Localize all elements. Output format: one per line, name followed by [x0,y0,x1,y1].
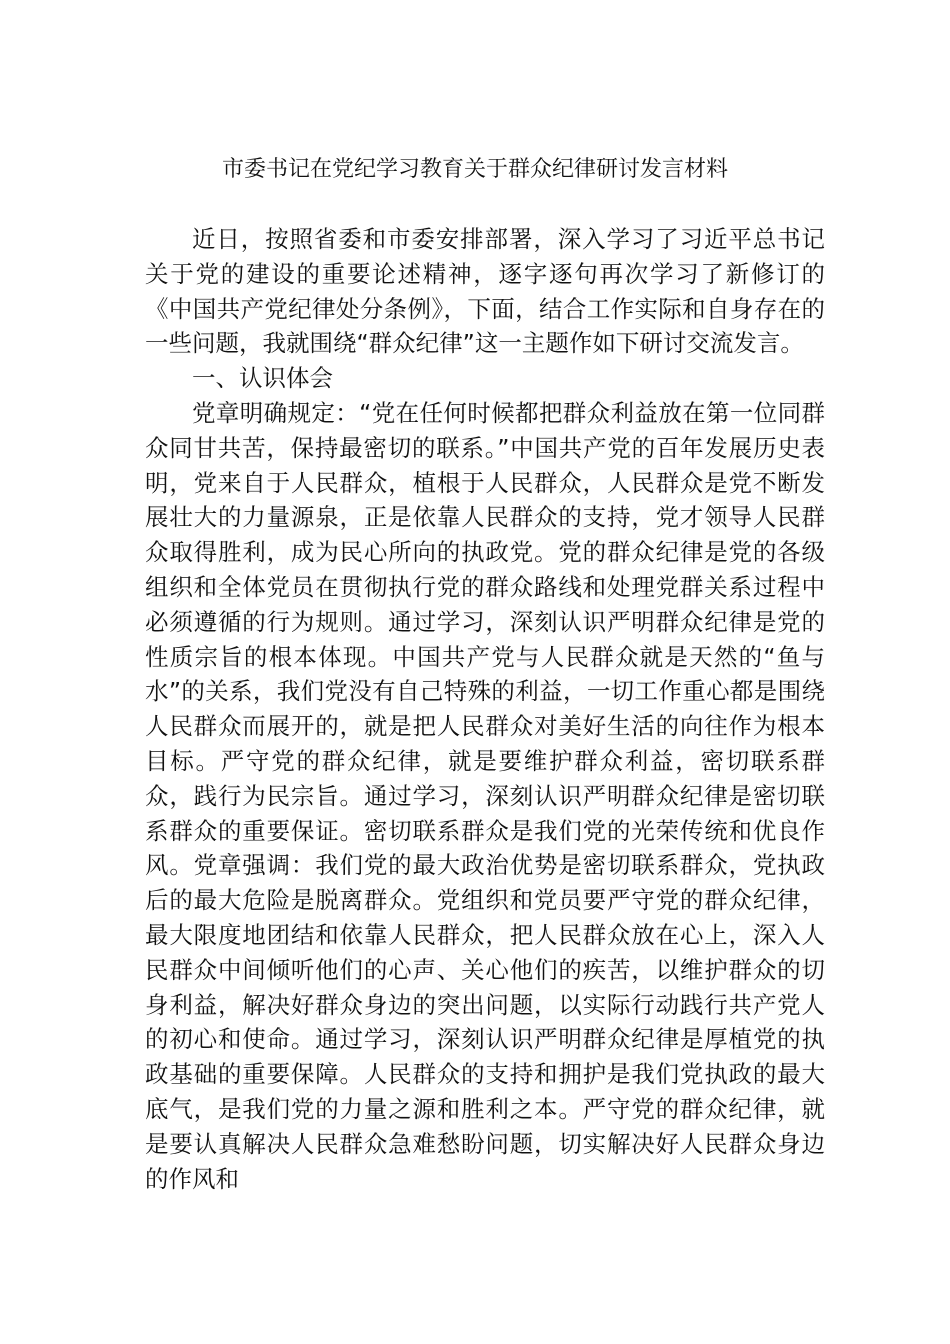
document-title: 市委书记在党纪学习教育关于群众纪律研讨发言材料 [221,157,728,182]
body-paragraph: 党章明确规定：“党在任何时候都把群众利益放在第一位同群众同甘共苦，保持最密切的联系。”中国共产党的百年发展历史表明，党来自于人民群众，植根于人民群众，人民群众是党不断发展壮大的力量源泉，正是依靠人民群众的支持，党才领导人民群众取得胜利，成为民心所向的执政党。党的群众纪律是党的各级组织和全体党员在贯彻执行党的群众路线和处理党群关系过程中必须遵循的行为规则。通过学习，深刻认识严明群众纪律是党的性质宗旨的根本体现。中国共产党与人民群众就是天然的“鱼与水”的关系，我们党没有自己特殊的利益，一切工作重心都是围绕人民群众而展开的，就是把人民群众对美好生活的向往作为根本目标。严守党的群众纪律，就是要维护群众利益，密切联系群众，践行为民宗旨。通过学习，深刻认识严明群众纪律是密切联系群众的重要保证。密切联系群众是我们党的光荣传统和优良作风。党章强调：我们党的最大政治优势是密切联系群众，党执政后的最大危险是脱离群众。党组织和党员要严守党的群众纪律，最大限度地团结和依靠人民群众，把人民群众放在心上，深入人民群众中间倾听他们的心声、关心他们的疾苦，以维护群众的切身利益，解决好群众身边的突出问题，以实际行动践行共产党人的初心和使命。通过学习，深刻认识严明群众纪律是厚植党的执政基础的重要保障。人民群众的支持和拥护是我们党执政的最大底气，是我们党的力量之源和胜利之本。严守党的群众纪律，就是要认真解决人民群众急难愁盼问题，切实解决好人民群众身边的作风和 [145,398,825,1193]
document-body [145,222,825,1196]
intro-paragraph: 近日，按照省委和市委安排部署，深入学习了习近平总书记关于党的建设的重要论述精神，逐字逐句再次学习了新修订的《中国共产党纪律处分条例》，下面，结合工作实际和自身存在的一些问题，我就围绕“群众纪律”这一主题作如下研讨交流发言。 [145,225,825,358]
section-heading: 一、认识体会 [192,364,333,393]
